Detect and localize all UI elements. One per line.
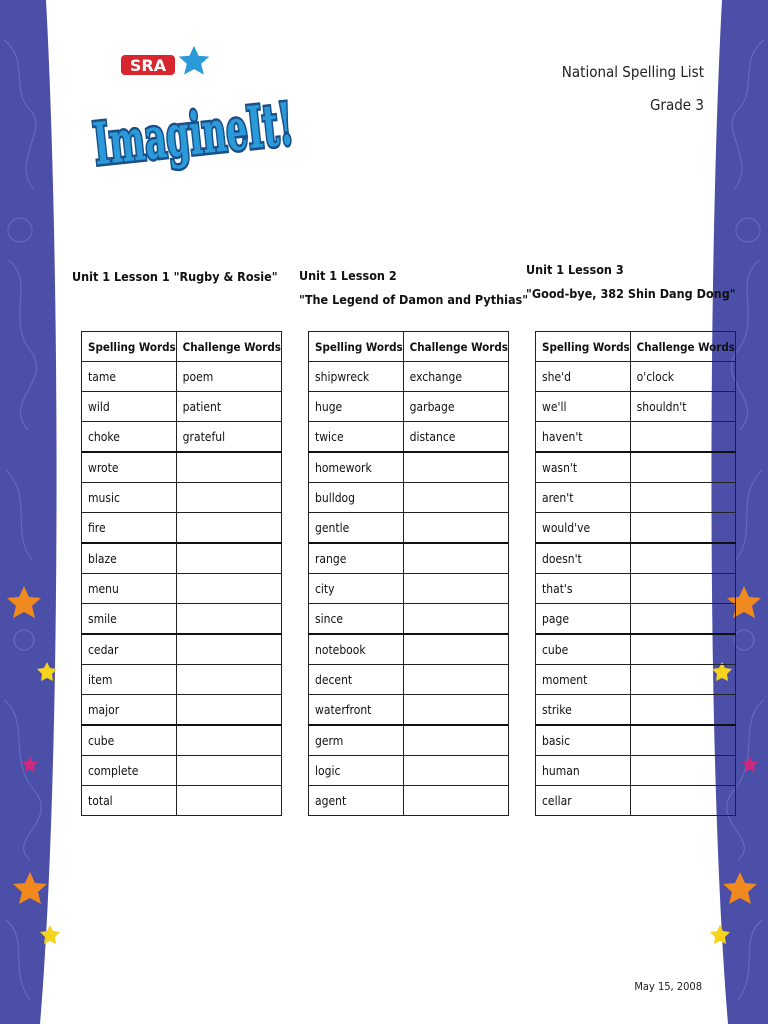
challenge-word-cell [403,695,508,726]
grade-label: Grade 3 [649,96,704,114]
challenge-word-cell [403,634,508,665]
challenge-word-cell [403,725,508,756]
table-row [309,362,509,392]
table-row [82,392,282,422]
challenge-word-cell [630,665,735,695]
spelling-word-cell: notebook [309,634,404,665]
spelling-word-cell: complete [82,756,177,786]
spelling-word-cell: cube [82,725,177,756]
table-row [82,725,282,756]
challenge-word-cell [630,452,735,483]
table-row [309,634,509,665]
challenge-word-cell [630,422,735,453]
table-row [536,392,736,422]
spelling-word-cell: moment [536,665,631,695]
table-row [82,362,282,392]
challenge-word-cell [630,513,735,544]
challenge-word-cell [176,786,281,816]
spelling-word-cell: doesn't [536,543,631,574]
spelling-word-cell: tame [82,362,177,392]
header-info [562,56,704,122]
table-row [309,392,509,422]
table-row [536,362,736,392]
spelling-word-cell: aren't [536,483,631,513]
spelling-word-cell: cedar [82,634,177,665]
spelling-word-cell: page [536,604,631,635]
spelling-word-cell: range [309,543,404,574]
svg-text:SRA: SRA [129,56,167,75]
challenge-word-cell [176,665,281,695]
challenge-words-header: Challenge Words [630,332,735,362]
challenge-word-cell [630,483,735,513]
table-header-row [309,332,509,362]
table-row [309,756,509,786]
spelling-word-cell: haven't [536,422,631,453]
imagine-it-logo [84,42,443,192]
challenge-word-cell [630,574,735,604]
spelling-word-cell: decent [309,665,404,695]
challenge-word-cell: shouldn't [630,392,735,422]
table-row [536,786,736,816]
table-row [536,452,736,483]
table-row [309,725,509,756]
spelling-word-cell: since [309,604,404,635]
footer-date: May 15, 2008 [634,980,702,993]
challenge-word-cell [176,452,281,483]
spelling-word-cell: that's [536,574,631,604]
table-row [309,513,509,544]
table-row [309,422,509,453]
challenge-word-cell: exchange [403,362,508,392]
challenge-word-cell [403,574,508,604]
challenge-word-cell [630,695,735,726]
challenge-word-cell [630,756,735,786]
challenge-word-cell [403,513,508,544]
table-row [536,634,736,665]
table-row [309,543,509,574]
sra-badge [120,54,176,76]
table-row [536,513,736,544]
challenge-word-cell: distance [403,422,508,453]
lesson-1-title: Unit 1 Lesson 1 "Rugby & Rosie" [72,269,278,284]
spelling-words-header: Spelling Words [82,332,177,362]
spelling-word-cell: huge [309,392,404,422]
spelling-word-cell: city [309,574,404,604]
challenge-word-cell [176,513,281,544]
challenge-word-cell [630,604,735,635]
list-title: National Spelling List [561,63,704,81]
table-row [82,513,282,544]
challenge-word-cell [403,786,508,816]
spelling-word-cell: cube [536,634,631,665]
table-row [309,604,509,635]
spelling-word-cell: would've [536,513,631,544]
challenge-word-cell [630,725,735,756]
svg-text:ImagineIt!: ImagineIt! [90,74,443,179]
spelling-word-cell: human [536,756,631,786]
spelling-word-cell: waterfront [309,695,404,726]
table-row [82,452,282,483]
spelling-word-cell: major [82,695,177,726]
table-row [309,786,509,816]
table-row [82,604,282,635]
challenge-word-cell: o'clock [630,362,735,392]
spelling-word-cell: smile [82,604,177,635]
table-row [309,574,509,604]
table-row [82,543,282,574]
challenge-word-cell [176,483,281,513]
table-row [536,483,736,513]
challenge-word-cell [403,665,508,695]
table-row [536,725,736,756]
challenge-word-cell [176,634,281,665]
table-row [309,665,509,695]
challenge-word-cell [403,604,508,635]
spelling-word-cell: homework [309,452,404,483]
spelling-word-cell: music [82,483,177,513]
challenge-word-cell [403,452,508,483]
challenge-word-cell [176,695,281,726]
challenge-word-cell [176,725,281,756]
table-row [82,422,282,453]
spelling-word-cell: twice [309,422,404,453]
table-row [309,695,509,726]
table-row [82,786,282,816]
challenge-word-cell [176,604,281,635]
spelling-word-cell: gentle [309,513,404,544]
spelling-word-cell: item [82,665,177,695]
spelling-word-cell: wrote [82,452,177,483]
challenge-word-cell [176,574,281,604]
spelling-word-cell: logic [309,756,404,786]
table-row [82,695,282,726]
table-header-row [536,332,736,362]
challenge-word-cell [403,483,508,513]
spelling-word-cell: germ [309,725,404,756]
challenge-word-cell [630,543,735,574]
challenge-word-cell: poem [176,362,281,392]
lesson-2-table [308,331,509,816]
spelling-words-header: Spelling Words [536,332,631,362]
table-row [82,756,282,786]
spelling-word-cell: wasn't [536,452,631,483]
lesson-3-title: Unit 1 Lesson 3 "Good-bye, 382 Shin Dang Dong" [526,262,736,301]
spelling-word-cell: bulldog [309,483,404,513]
table-row [82,665,282,695]
challenge-word-cell [403,543,508,574]
spelling-word-cell: we'll [536,392,631,422]
lesson-2-title: Unit 1 Lesson 2 "The Legend of Damon and Pythias" [299,268,529,307]
spelling-word-cell: shipwreck [309,362,404,392]
challenge-word-cell [403,756,508,786]
table-row [536,543,736,574]
challenge-words-header: Challenge Words [403,332,508,362]
challenge-word-cell [630,634,735,665]
lesson-1-table [81,331,282,816]
spelling-word-cell: strike [536,695,631,726]
challenge-word-cell [176,756,281,786]
table-row [536,574,736,604]
spelling-word-cell: choke [82,422,177,453]
spelling-word-cell: she'd [536,362,631,392]
table-row [536,665,736,695]
challenge-word-cell [176,543,281,574]
challenge-word-cell: grateful [176,422,281,453]
spelling-word-cell: basic [536,725,631,756]
challenge-word-cell: garbage [403,392,508,422]
table-header-row [82,332,282,362]
challenge-word-cell [630,786,735,816]
spelling-word-cell: agent [309,786,404,816]
table-row [536,422,736,453]
table-row [82,574,282,604]
table-row [536,604,736,635]
spelling-word-cell: blaze [82,543,177,574]
spelling-word-cell: cellar [536,786,631,816]
spelling-words-header: Spelling Words [309,332,404,362]
challenge-words-header: Challenge Words [176,332,281,362]
spelling-word-cell: menu [82,574,177,604]
left-border-decoration [0,0,60,1024]
table-row [309,452,509,483]
lesson-3-table [535,331,736,816]
table-row [536,756,736,786]
table-row [82,483,282,513]
spelling-word-cell: fire [82,513,177,544]
table-row [82,634,282,665]
table-row [309,483,509,513]
table-row [536,695,736,726]
spelling-word-cell: wild [82,392,177,422]
spelling-word-cell: total [82,786,177,816]
challenge-word-cell: patient [176,392,281,422]
